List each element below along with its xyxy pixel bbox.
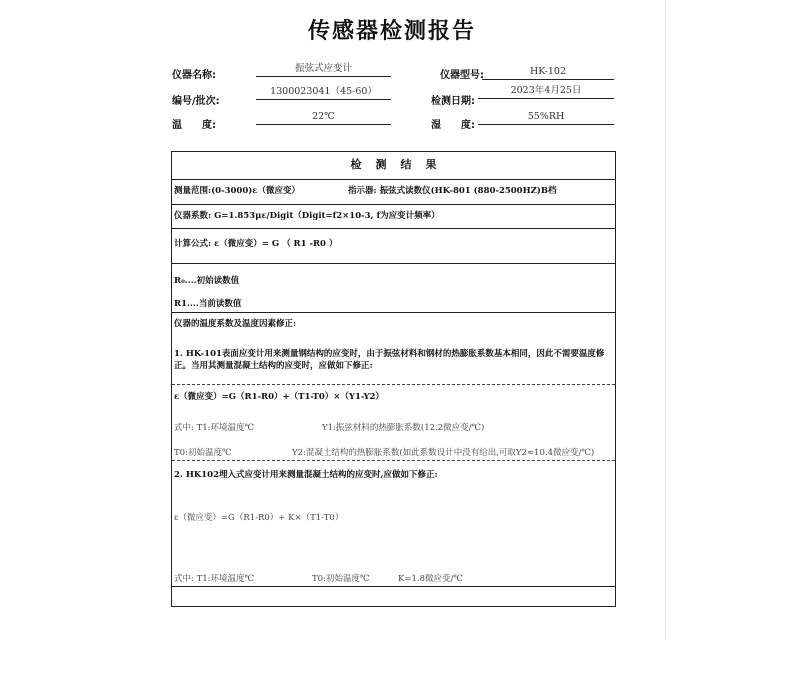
temp-correction-title: 仪器的温度系数及温度因素修正: <box>174 319 297 329</box>
humidity-value: 55%RH <box>478 111 614 125</box>
instrument-name-value: 振弦式应变计 <box>256 63 391 77</box>
dashed-divider <box>172 384 615 385</box>
divider <box>172 228 615 229</box>
note-1: 1. HK-101表面应变计用来测量钢结构的应变时，由于振弦材料和钢材的热膨胀系数基本相同，因此不需要温度修正。当用其测量混凝土结构的应变时，应做如下修正: <box>174 349 605 371</box>
temperature-label: 温 度: <box>172 120 216 131</box>
where-1-y1: Y1:振弦材料的热膨胀系数(12.2微应变/℃) <box>322 423 485 433</box>
r0-definition: R₀....初始读数值 <box>174 276 240 286</box>
formula-2: ε（微应变）=G（R1-R0）+ K×（T1-T0） <box>174 513 344 523</box>
date-value: 2023年4月25日 <box>478 85 614 99</box>
instrument-name-label: 仪器名称: <box>172 70 216 81</box>
page-edge-divider <box>665 0 666 640</box>
divider <box>172 312 615 313</box>
serial-value: 1300023041（45-60） <box>256 86 391 100</box>
date-label: 检测日期: <box>431 96 475 107</box>
note-2: 2. HK102埋入式应变计用来测量混凝土结构的应变时,应做如下修正: <box>174 470 438 480</box>
dashed-divider <box>172 460 615 461</box>
results-table <box>171 151 616 607</box>
divider <box>172 263 615 264</box>
where-2-t1: 式中: T1:环境温度℃ <box>174 574 255 584</box>
where-1-y2: Y2:混凝土结构的热膨胀系数(如此系数设计中没有给出,可取Y2≈10.4微应变/℃) <box>292 448 595 458</box>
divider <box>172 204 615 205</box>
temperature-value: 22℃ <box>256 111 391 125</box>
measure-range: 测量范围:(0-3000)ε（微应变） <box>174 186 300 196</box>
indicator: 指示器: 振弦式读数仪(HK-801 (880-2500HZ)B档 <box>348 186 557 196</box>
serial-label: 编号/批次: <box>172 96 220 107</box>
instrument-coefficient: 仪器系数: G=1.853με/Digit（Digit=f2×10-3, f为应变计频率） <box>174 211 440 221</box>
model-value: HK-102 <box>482 66 614 80</box>
humidity-label: 湿 度: <box>431 120 475 131</box>
where-1-t0: T0:初始温度℃ <box>174 448 232 458</box>
model-label: 仪器型号: <box>440 70 484 81</box>
r1-definition: R1....当前读数值 <box>174 299 242 309</box>
divider <box>172 586 615 587</box>
page-title: 传感器检测报告 <box>307 19 476 44</box>
divider <box>172 179 615 180</box>
where-2-t0: T0:初始温度℃ <box>312 574 370 584</box>
formula-1: ε（微应变）=G（R1-R0）+（T1-T0）×（Y1-Y2） <box>174 392 384 402</box>
results-header: 检测结果 <box>350 158 451 171</box>
where-1-t1: 式中: T1:环境温度℃ <box>174 423 255 433</box>
calc-formula: 计算公式: ε（微应变）= G （ R1 -R0 ） <box>174 239 338 249</box>
where-2-k: K=1.8微应变/℃ <box>398 574 463 584</box>
